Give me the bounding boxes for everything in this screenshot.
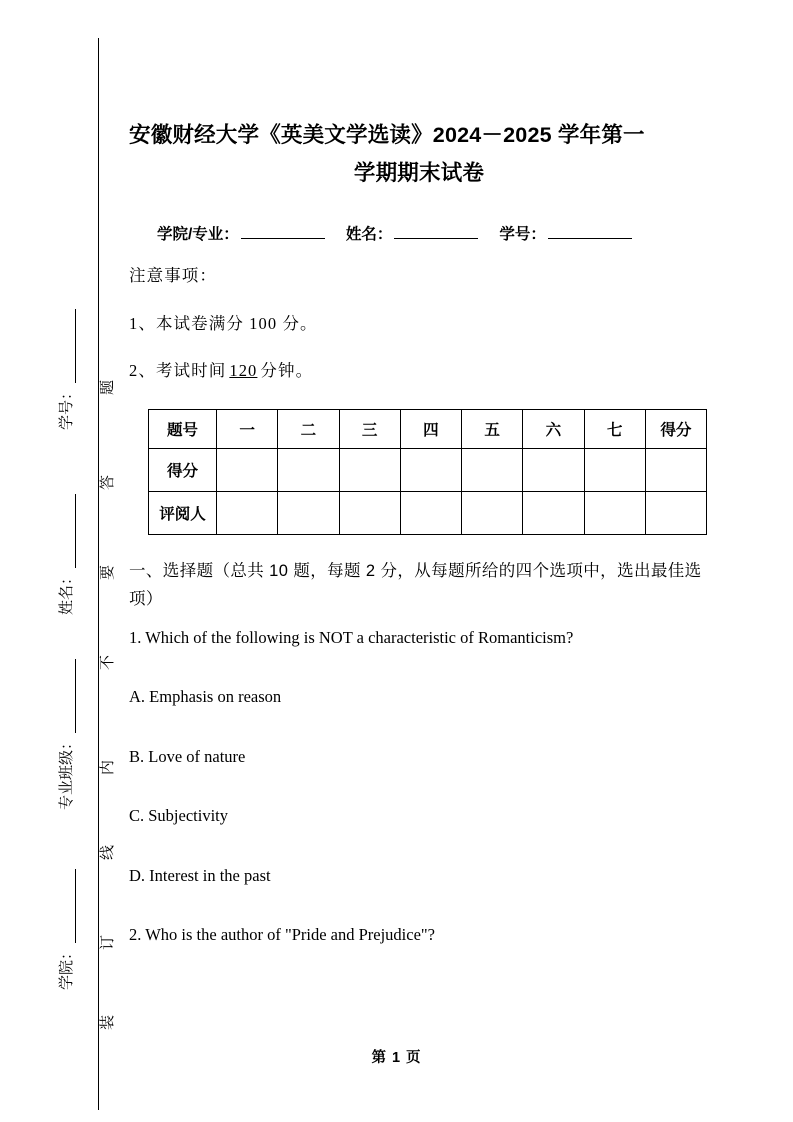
score-cell-0-3[interactable] xyxy=(400,448,461,491)
notice-item-2 xyxy=(129,361,709,382)
notice-item-1: 1、本试卷满分 100 分。 xyxy=(129,313,318,333)
score-cell-1-4[interactable] xyxy=(462,491,523,534)
seal-inner-char-3: 内 xyxy=(100,758,116,775)
seal-label-college-text: 学院： xyxy=(59,944,75,990)
name-blank[interactable] xyxy=(394,224,478,239)
score-table-header-6: 六 xyxy=(523,409,584,448)
seal-label-class-text: 专业班级： xyxy=(59,734,75,810)
seal-label-student-id-blank xyxy=(62,309,76,383)
page-title xyxy=(129,0,709,192)
score-row-label-0: 得分 xyxy=(149,448,217,491)
seal-inner-char-1: 订 xyxy=(100,933,116,950)
score-table-header-3: 三 xyxy=(339,409,400,448)
score-table-header-4: 四 xyxy=(400,409,461,448)
page-title-line-1: 安徽财经大学《英美文学选读》2024－2025 学年第一 xyxy=(129,123,645,147)
score-cell-0-2[interactable] xyxy=(339,448,400,491)
score-cell-1-0[interactable] xyxy=(217,491,278,534)
score-cell-1-3[interactable] xyxy=(400,491,461,534)
notice-item-2-before: 2、考试时间 xyxy=(129,361,227,381)
score-cell-1-6[interactable] xyxy=(584,491,645,534)
student-id-blank[interactable] xyxy=(548,224,632,239)
seal-binding-margin xyxy=(0,0,120,1122)
seal-label-name-text: 姓名： xyxy=(59,569,75,615)
college-major-label: 学院/专业： xyxy=(157,226,239,243)
question-1-option-c[interactable]: C. Subjectivity xyxy=(129,806,228,826)
score-cell-1-1[interactable] xyxy=(278,491,339,534)
seal-inner-char-6: 答 xyxy=(100,473,116,490)
question-1-option-a[interactable]: A. Emphasis on reason xyxy=(129,687,282,707)
score-cell-0-4[interactable] xyxy=(462,448,523,491)
notices-block xyxy=(129,266,709,382)
section-heading-1: 一、选择题（总共 10 题，每题 2 分，从每题所给的四个选项中，选出最佳选项） xyxy=(129,561,702,608)
seal-label-student-id xyxy=(55,309,76,430)
score-cell-0-6[interactable] xyxy=(584,448,645,491)
seal-label-class-blank xyxy=(62,659,76,733)
seal-inner-char-2: 线 xyxy=(100,843,116,860)
seal-label-college xyxy=(55,869,76,990)
question-2: 2. Who is the author of "Pride and Prejudice"? xyxy=(129,925,435,945)
table-row xyxy=(149,448,707,491)
seal-label-college-blank xyxy=(62,869,76,943)
seal-label-name xyxy=(55,494,76,615)
seal-label-student-id-text: 学号： xyxy=(59,384,75,430)
name-label: 姓名： xyxy=(345,226,393,243)
score-table-header-7: 七 xyxy=(584,409,645,448)
score-cell-0-0[interactable] xyxy=(217,448,278,491)
page-title-line-2: 学期期末试卷 xyxy=(353,161,485,185)
score-cell-1-7[interactable] xyxy=(645,491,706,534)
exam-content xyxy=(129,0,709,1122)
notice-item-2-after: 分钟。 xyxy=(260,361,314,381)
score-table-header-5: 五 xyxy=(462,409,523,448)
score-table xyxy=(148,409,707,535)
question-1: 1. Which of the following is NOT a characteristic of Romanticism? xyxy=(129,627,574,647)
score-cell-0-1[interactable] xyxy=(278,448,339,491)
score-cell-0-7[interactable] xyxy=(645,448,706,491)
seal-inner-char-7: 题 xyxy=(100,378,116,395)
seal-label-class xyxy=(55,659,76,810)
score-table-header-8: 得分 xyxy=(645,409,706,448)
table-row xyxy=(149,491,707,534)
score-cell-1-5[interactable] xyxy=(523,491,584,534)
student-id-label: 学号： xyxy=(499,226,546,243)
question-list xyxy=(129,627,709,946)
score-table-header-2: 二 xyxy=(278,409,339,448)
college-major-blank[interactable] xyxy=(241,224,325,239)
seal-inner-char-5: 要 xyxy=(100,563,116,580)
page-footer: 第 1 页 xyxy=(371,1050,422,1066)
table-row-header xyxy=(149,409,707,448)
exam-duration-value: 120 xyxy=(229,361,258,381)
score-table-header-1: 一 xyxy=(217,409,278,448)
seal-inner-char-4: 不 xyxy=(100,653,116,670)
question-1-option-d[interactable]: D. Interest in the past xyxy=(129,865,271,885)
score-cell-0-5[interactable] xyxy=(523,448,584,491)
score-row-label-1: 评阅人 xyxy=(149,491,217,534)
score-table-header-0: 题号 xyxy=(149,409,217,448)
student-info-row xyxy=(129,222,709,244)
notices-heading: 注意事项： xyxy=(129,266,217,285)
seal-inner-char-0: 装 xyxy=(100,1013,116,1030)
seal-label-name-blank xyxy=(62,494,76,568)
question-1-option-b[interactable]: B. Love of nature xyxy=(129,746,246,766)
score-cell-1-2[interactable] xyxy=(339,491,400,534)
